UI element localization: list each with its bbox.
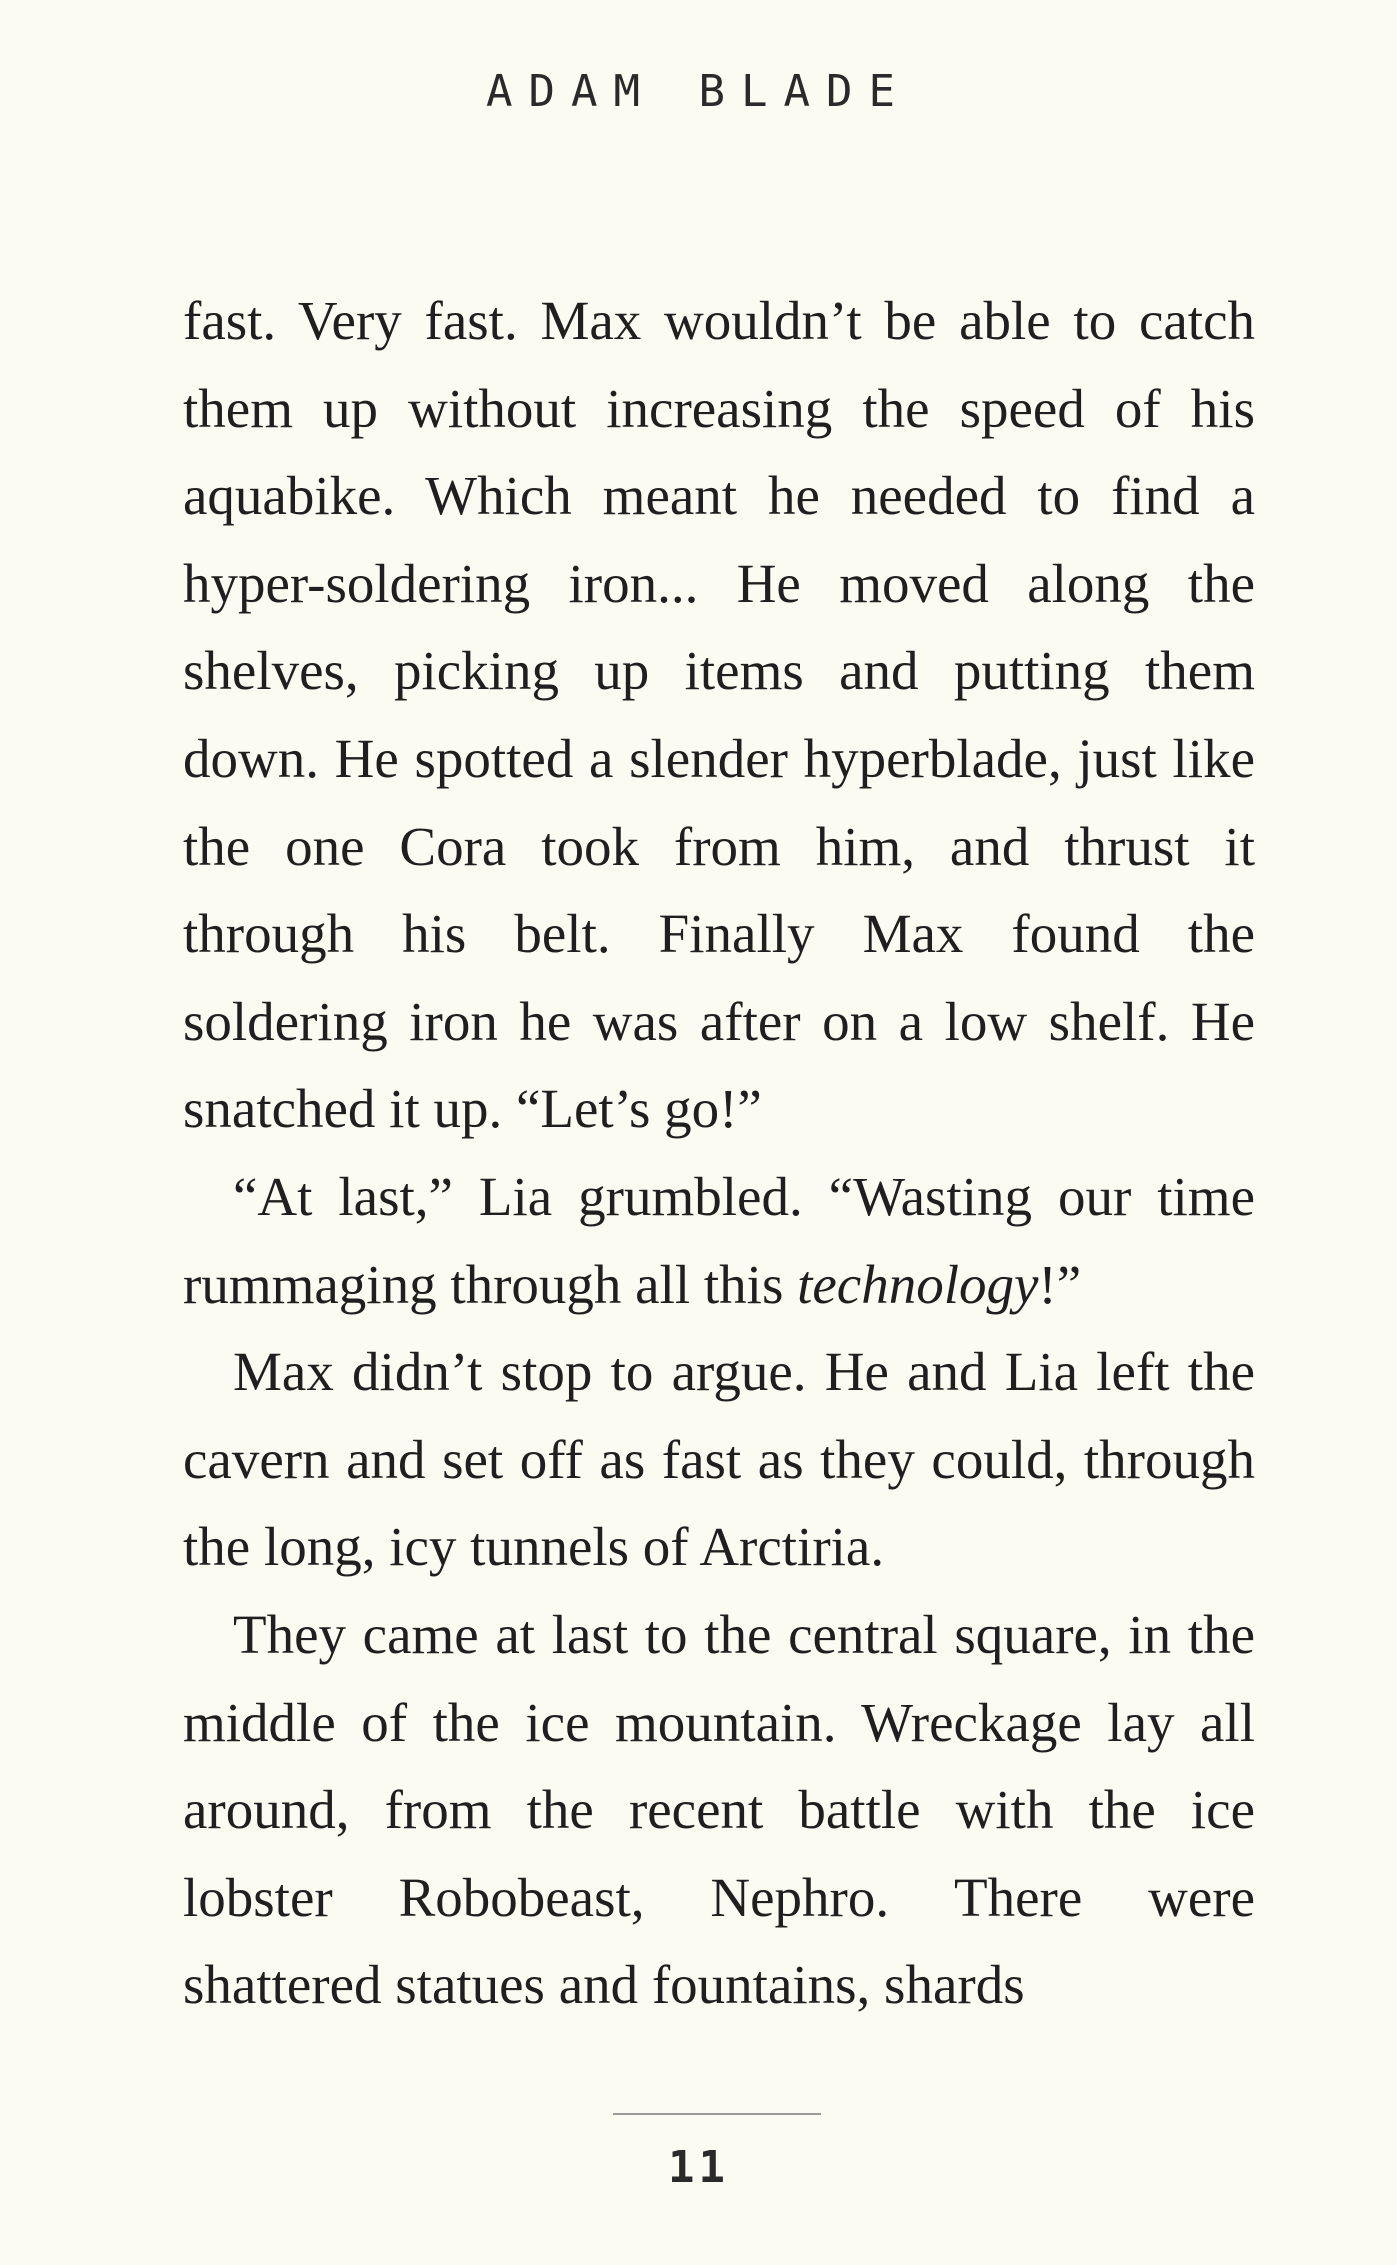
running-head: ADAM BLADE — [486, 66, 911, 117]
paragraph-1: fast. Very fast. Max wouldn’t be able to catch them up without increasing the speed of his aquabike. Which meant he needed to find a hyper-soldering iron... He moved along the shelves, picking up items and putting them down. He spotted a slender hyperblade, just like the one Cora took from him, and thrust it through his belt. Finally Max found the soldering iron he was after on a low shelf. He snatched it up. “Let’s go!” — [183, 290, 1255, 1140]
footer-rule — [613, 2113, 821, 2115]
paragraph-3: Max didn’t stop to argue. He and Lia left the cavern and set off as fast as they could, through the long, icy tunnels of Arctiria. — [183, 1341, 1255, 1578]
paragraph-2-end: !” — [1038, 1253, 1082, 1315]
paragraph-2-italic: technology — [797, 1253, 1039, 1315]
body-text — [183, 277, 1255, 2029]
page-number: 11 — [668, 2142, 729, 2193]
paragraph-2 — [183, 1153, 1255, 1328]
paragraph-4: They came at last to the central square, in the middle of the ice mountain. Wreckage lay all around, from the recent battle with the ice lobster Robobeast, Nephro. There were shattered statues and fountains, shards — [183, 1603, 1255, 2016]
paragraph-2-start: “At last,” Lia grumbled. “Wasting our time rummaging through all this — [183, 1165, 1255, 1315]
